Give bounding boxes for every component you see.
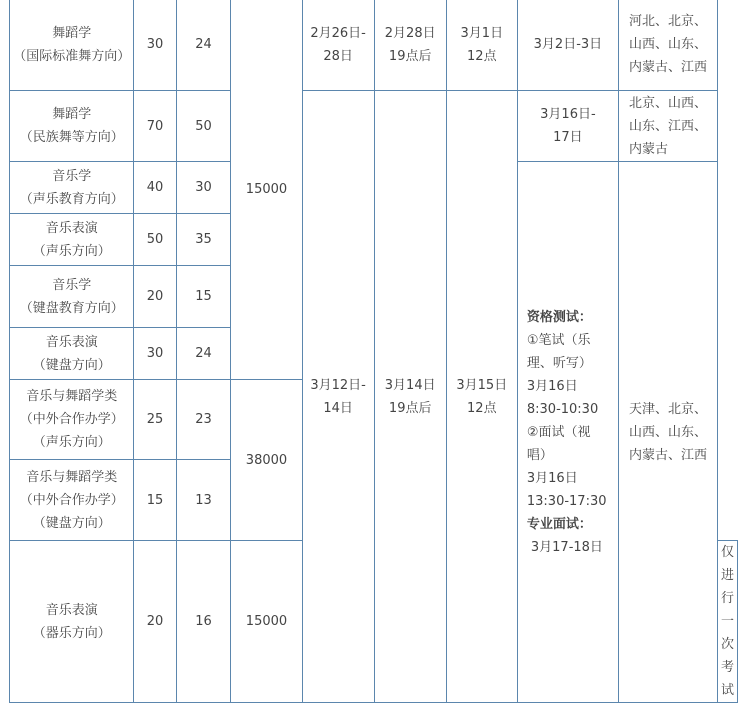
major-coop: （中外合作办学）: [19, 492, 124, 508]
interview-date: 3月16日: [526, 470, 578, 486]
admit-count: 16: [176, 541, 231, 703]
major-cell: [10, 0, 134, 91]
major-direction: （声乐方向）: [32, 243, 111, 259]
major-direction: （键盘方向）: [32, 515, 111, 531]
admit-count: 24: [176, 328, 231, 380]
major-cell: [10, 266, 134, 328]
registration-dates: [302, 0, 374, 91]
major-direction: （声乐教育方向）: [19, 191, 124, 207]
major-name: 音乐表演: [45, 220, 98, 236]
fee-coop: 38000: [231, 380, 302, 541]
enroll-count: 70: [134, 91, 176, 162]
major-name: 音乐表演: [45, 602, 98, 618]
major-name: 舞蹈学: [52, 25, 92, 41]
interview-line2: 唱）: [526, 447, 553, 463]
major-cell: [10, 91, 134, 162]
admit-count: 13: [176, 460, 231, 541]
written-test-date: 3月16日: [526, 378, 578, 394]
print-ticket-time: [374, 91, 446, 703]
enroll-count: 40: [134, 162, 176, 214]
exam-regions: [618, 0, 717, 91]
regions-line2: 山西、山东、: [628, 424, 707, 440]
payment-deadline-line1: 3月15日: [456, 377, 508, 393]
major-cell: [10, 162, 134, 214]
major-direction: （器乐方向）: [32, 625, 111, 641]
table-row: [10, 0, 738, 91]
payment-deadline-line2: 12点: [467, 400, 497, 416]
major-cell: [10, 380, 134, 460]
exam-regions: [618, 162, 717, 703]
written-test-line2: 理、听写）: [526, 355, 592, 371]
print-ticket-line2: 19点后: [388, 48, 432, 64]
regions-line2: 山西、山东、: [628, 37, 707, 52]
print-ticket-line1: 3月14日: [384, 377, 436, 393]
enroll-count: 25: [134, 380, 176, 460]
single-exam-note: 仅进行一次考试: [717, 541, 737, 703]
registration-dates-line1: 2月26日-: [310, 25, 366, 41]
regions-line3: 内蒙古: [628, 141, 668, 157]
admission-schedule-table-wrapper: [9, 0, 738, 703]
regions-line1: 北京、山西、: [628, 95, 707, 111]
major-cell: [10, 460, 134, 541]
major-name: 音乐表演: [45, 334, 98, 350]
exam-regions: [618, 91, 717, 162]
major-direction: （键盘教育方向）: [19, 300, 124, 316]
written-test-line1: ①笔试（乐: [526, 332, 591, 348]
major-name: 音乐学: [52, 168, 92, 184]
fee-instrumental: 15000: [231, 541, 302, 703]
table-row: [10, 91, 738, 162]
interview-time: 13:30-17:30: [526, 493, 607, 509]
major-name: 舞蹈学: [52, 107, 92, 122]
payment-deadline-line1: 3月1日: [460, 25, 504, 41]
enroll-count: 20: [134, 541, 176, 703]
admit-count: 30: [176, 162, 231, 214]
regions-line1: 河北、北京、: [628, 14, 707, 29]
major-name: 音乐与舞蹈学类: [26, 389, 118, 404]
regions-line3: 内蒙古、江西: [628, 447, 707, 463]
fee-general: 15000: [231, 0, 302, 380]
enroll-count: 15: [134, 460, 176, 541]
major-coop: （中外合作办学）: [19, 412, 124, 427]
major-direction: （国际标准舞方向）: [13, 48, 131, 64]
exam-dates-line1: 3月16日-: [540, 107, 596, 122]
registration-dates-line1: 3月12日-: [310, 377, 366, 393]
written-test-time: 8:30-10:30: [526, 401, 599, 417]
professional-interview-title: 专业面试：: [526, 516, 592, 532]
major-name: 音乐与舞蹈学类: [26, 469, 118, 485]
qualification-test-title: 资格测试：: [526, 309, 592, 325]
enroll-count: 50: [134, 214, 176, 266]
enroll-count: 20: [134, 266, 176, 328]
regions-line2: 山东、江西、: [628, 118, 707, 134]
print-ticket-line1: 2月28日: [384, 25, 436, 41]
print-ticket-time: [374, 0, 446, 91]
registration-dates: [302, 91, 374, 703]
major-cell: [10, 541, 134, 703]
major-name: 音乐学: [52, 277, 92, 293]
major-cell: [10, 214, 134, 266]
admission-schedule-table: [9, 0, 738, 703]
exam-dates: [517, 91, 618, 162]
exam-dates: 3月2日-3日: [517, 0, 618, 91]
payment-deadline-line2: 12点: [467, 48, 497, 64]
registration-dates-line2: 28日: [323, 48, 353, 64]
payment-deadline: [446, 91, 517, 703]
major-direction: （声乐方向）: [32, 435, 111, 450]
professional-interview-date: 3月17-18日: [530, 539, 603, 555]
major-cell: [10, 328, 134, 380]
major-direction: （民族舞等方向）: [19, 130, 124, 145]
admit-count: 35: [176, 214, 231, 266]
major-direction: （键盘方向）: [32, 357, 111, 373]
interview-line1: ②面试（视: [526, 424, 591, 440]
exam-dates-line2: 17日: [553, 130, 583, 145]
regions-line3: 内蒙古、江西: [628, 60, 707, 75]
admit-count: 23: [176, 380, 231, 460]
print-ticket-line2: 19点后: [388, 400, 432, 416]
registration-dates-line2: 14日: [323, 400, 353, 416]
admit-count: 50: [176, 91, 231, 162]
payment-deadline: [446, 0, 517, 91]
enroll-count: 30: [134, 0, 176, 91]
admit-count: 15: [176, 266, 231, 328]
music-exam-schedule: [517, 162, 618, 703]
regions-line1: 天津、北京、: [628, 401, 707, 417]
admit-count: 24: [176, 0, 231, 91]
enroll-count: 30: [134, 328, 176, 380]
